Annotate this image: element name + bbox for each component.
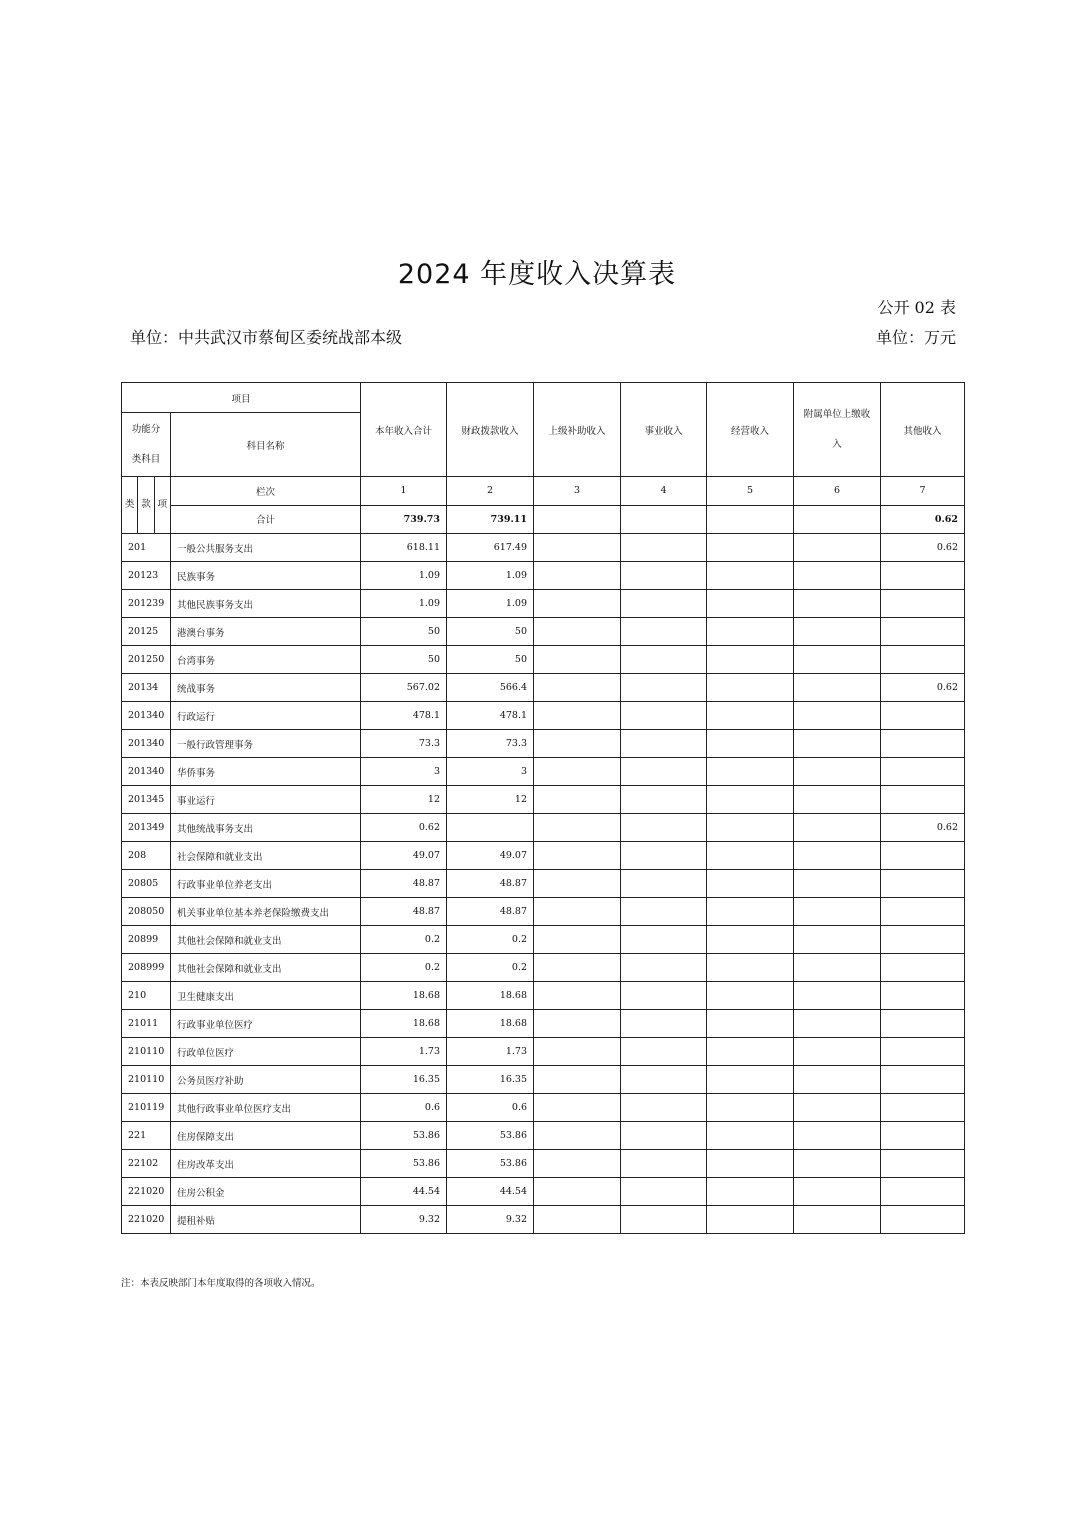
col-head-4: 事业收入 [621,383,707,477]
total-value [707,505,794,534]
row-value [621,646,707,674]
row-value: 0.62 [361,814,447,842]
currency-unit: 万元 [923,328,956,347]
row-value [534,730,621,758]
row-value [707,534,794,562]
row-value [534,1178,621,1206]
row-value [881,898,965,926]
row-value: 617.49 [447,534,534,562]
row-value: 478.1 [447,702,534,730]
sub-lei: 类 [124,499,135,510]
row-subject-name: 统战事务 [171,674,361,702]
row-value [621,786,707,814]
total-value [794,505,881,534]
row-subject-name: 行政事业单位养老支出 [171,870,361,898]
table-row [122,954,965,982]
row-value: 73.3 [447,730,534,758]
row-value [707,786,794,814]
row-code: 20805 [122,870,171,898]
row-subject-name: 提租补贴 [171,1206,361,1234]
row-value: 44.54 [447,1178,534,1206]
row-value: 48.87 [361,870,447,898]
row-value [794,590,881,618]
row-value [621,1206,707,1234]
row-value: 0.6 [361,1094,447,1122]
table-row [122,1178,965,1206]
table-row [122,786,965,814]
row-value: 16.35 [361,1066,447,1094]
row-value [794,1178,881,1206]
row-value [881,842,965,870]
row-code: 221 [122,1122,171,1150]
table-row [122,926,965,954]
row-value: 0.6 [447,1094,534,1122]
row-value [621,1038,707,1066]
row-code: 208999 [122,954,171,982]
row-value [794,702,881,730]
table-row [122,1094,965,1122]
table-row [122,534,965,562]
row-value [621,982,707,1010]
row-subject-name: 其他统战事务支出 [171,814,361,842]
row-value: 50 [361,618,447,646]
row-value: 567.02 [361,674,447,702]
row-code: 201250 [122,646,171,674]
total-value: 739.11 [447,505,534,534]
row-value [621,674,707,702]
row-value: 618.11 [361,534,447,562]
row-value [881,730,965,758]
row-value [794,1066,881,1094]
income-table [121,382,965,1234]
row-value [707,758,794,786]
row-value [881,954,965,982]
col-num: 2 [447,477,534,506]
row-value [794,646,881,674]
row-value [707,842,794,870]
row-value: 1.73 [361,1038,447,1066]
row-value [534,674,621,702]
row-value [621,618,707,646]
row-code: 221020 [122,1206,171,1234]
row-value: 0.2 [361,954,447,982]
row-value [707,898,794,926]
row-value [534,926,621,954]
row-value: 50 [447,618,534,646]
row-value [794,842,881,870]
row-value [707,618,794,646]
row-code: 201345 [122,786,171,814]
row-value [621,1066,707,1094]
row-code: 221020 [122,1178,171,1206]
table-row [122,674,965,702]
row-value [621,926,707,954]
row-code: 208050 [122,898,171,926]
header-sub-class [122,477,171,534]
col-seq-label: 栏次 [171,477,361,506]
row-value [621,814,707,842]
row-value [881,618,965,646]
row-value [707,982,794,1010]
row-value [534,1094,621,1122]
row-subject-name: 一般公共服务支出 [171,534,361,562]
row-subject-name: 社会保障和就业支出 [171,842,361,870]
row-value [707,1010,794,1038]
row-subject-name: 台湾事务 [171,646,361,674]
row-value [534,590,621,618]
col-num: 7 [881,477,965,506]
row-value [794,1094,881,1122]
table-row [122,562,965,590]
total-label: 合计 [171,505,361,534]
row-value [794,674,881,702]
row-code: 210 [122,982,171,1010]
row-value [881,786,965,814]
row-value [534,870,621,898]
row-value [794,730,881,758]
row-value: 1.09 [361,562,447,590]
row-value [794,534,881,562]
row-value [621,842,707,870]
row-value [621,590,707,618]
row-value [621,1094,707,1122]
row-value [707,814,794,842]
row-value: 48.87 [447,898,534,926]
row-value [881,646,965,674]
row-value [707,702,794,730]
table-row [122,1122,965,1150]
row-subject-name: 行政运行 [171,702,361,730]
header-subject-name: 科目名称 [171,413,361,477]
row-value: 0.2 [447,926,534,954]
row-subject-name: 其他民族事务支出 [171,590,361,618]
row-value [794,1010,881,1038]
table-row [122,730,965,758]
row-subject-name: 卫生健康支出 [171,982,361,1010]
total-value: 739.73 [361,505,447,534]
row-value [794,954,881,982]
row-value [794,562,881,590]
row-value [794,1122,881,1150]
row-value [707,1038,794,1066]
row-value [881,1178,965,1206]
row-value: 566.4 [447,674,534,702]
row-value: 50 [361,646,447,674]
row-code: 20125 [122,618,171,646]
row-value [534,814,621,842]
sub-kuan: 款 [137,477,153,533]
page-title: 2024 年度收入决算表 [397,259,677,290]
row-value [534,1122,621,1150]
row-code: 201340 [122,758,171,786]
row-value [534,534,621,562]
row-subject-name: 住房保障支出 [171,1122,361,1150]
row-value [534,982,621,1010]
unit-label: 单位： [130,328,179,347]
row-value [881,926,965,954]
row-value [534,1066,621,1094]
row-value: 49.07 [447,842,534,870]
row-value: 0.2 [447,954,534,982]
row-value [534,1038,621,1066]
row-value [621,870,707,898]
row-subject-name: 其他社会保障和就业支出 [171,926,361,954]
row-value [707,590,794,618]
row-code: 210110 [122,1038,171,1066]
header-func-class: 功能分类科目 [122,413,171,477]
row-value: 0.2 [361,926,447,954]
row-value [707,870,794,898]
row-value [794,618,881,646]
row-value: 18.68 [361,982,447,1010]
header-item: 项目 [122,383,361,413]
row-code: 201 [122,534,171,562]
row-value [534,1150,621,1178]
row-value [621,562,707,590]
table-row [122,1066,965,1094]
row-value: 0.62 [881,534,965,562]
row-value [534,954,621,982]
row-code: 21011 [122,1010,171,1038]
row-value [881,1066,965,1094]
col-num: 1 [361,477,447,506]
table-row [122,1206,965,1234]
row-value: 53.86 [447,1122,534,1150]
row-value [881,1010,965,1038]
row-value: 73.3 [361,730,447,758]
row-value: 12 [447,786,534,814]
row-subject-name: 事业运行 [171,786,361,814]
col-num: 4 [621,477,707,506]
row-value: 53.86 [447,1150,534,1178]
row-value [881,1122,965,1150]
row-value [534,758,621,786]
row-value [881,702,965,730]
row-value: 9.32 [361,1206,447,1234]
row-subject-name: 华侨事务 [171,758,361,786]
row-value: 1.09 [447,590,534,618]
row-subject-name: 公务员医疗补助 [171,1066,361,1094]
row-value [707,1150,794,1178]
row-value [794,898,881,926]
row-value [707,562,794,590]
row-value [707,1206,794,1234]
total-value [621,505,707,534]
row-value [881,1094,965,1122]
row-value: 44.54 [361,1178,447,1206]
row-value [621,898,707,926]
row-value [621,730,707,758]
row-value [881,1150,965,1178]
row-value [707,926,794,954]
row-value: 53.86 [361,1122,447,1150]
row-value [621,954,707,982]
row-code: 201239 [122,590,171,618]
table-row [122,814,965,842]
row-value [621,1122,707,1150]
unit-info [130,325,402,348]
row-value [534,786,621,814]
row-value: 0.62 [881,674,965,702]
row-value [707,1178,794,1206]
currency-info [876,325,956,348]
row-value [534,842,621,870]
row-value [534,898,621,926]
col-head-3: 上级补助收入 [534,383,621,477]
row-subject-name: 其他社会保障和就业支出 [171,954,361,982]
table-row [122,870,965,898]
row-value [534,1206,621,1234]
row-value [794,1150,881,1178]
row-code: 201349 [122,814,171,842]
row-value [534,702,621,730]
row-value [794,1038,881,1066]
row-value [794,758,881,786]
row-value [707,646,794,674]
table-row [122,646,965,674]
row-value: 12 [361,786,447,814]
row-value: 1.73 [447,1038,534,1066]
row-value [621,1010,707,1038]
col-head-5: 经营收入 [707,383,794,477]
row-value: 53.86 [361,1150,447,1178]
row-code: 201340 [122,702,171,730]
row-value: 478.1 [361,702,447,730]
col-head-1: 本年收入合计 [361,383,447,477]
row-value [534,646,621,674]
row-value [794,814,881,842]
table-row [122,758,965,786]
row-code: 20899 [122,926,171,954]
row-code: 20123 [122,562,171,590]
row-value: 18.68 [447,1010,534,1038]
row-value: 1.09 [447,562,534,590]
row-value: 49.07 [361,842,447,870]
row-subject-name: 民族事务 [171,562,361,590]
col-num: 5 [707,477,794,506]
row-value: 18.68 [447,982,534,1010]
table-row [122,842,965,870]
sub-xiang: 项 [154,477,170,533]
col-head-7: 其他收入 [881,383,965,477]
form-code: 公开 02 表 [877,298,956,317]
row-subject-name: 行政单位医疗 [171,1038,361,1066]
row-value [621,534,707,562]
row-subject-name: 行政事业单位医疗 [171,1010,361,1038]
row-value [707,674,794,702]
row-value [794,982,881,1010]
row-value: 48.87 [447,870,534,898]
unit-name: 中共武汉市蔡甸区委统战部本级 [178,328,403,347]
row-value [881,870,965,898]
row-value [621,702,707,730]
row-value [881,590,965,618]
row-value [707,1122,794,1150]
row-value [534,1010,621,1038]
row-value [534,618,621,646]
row-value: 16.35 [447,1066,534,1094]
row-value [707,954,794,982]
row-value [794,786,881,814]
row-subject-name: 机关事业单位基本养老保险缴费支出 [171,898,361,926]
row-code: 210110 [122,1066,171,1094]
row-value [707,1066,794,1094]
row-value [534,562,621,590]
table-row [122,590,965,618]
table-row [122,618,965,646]
row-value: 3 [447,758,534,786]
row-value [707,1094,794,1122]
row-value [881,1206,965,1234]
table-row [122,1010,965,1038]
row-code: 210119 [122,1094,171,1122]
col-num: 3 [534,477,621,506]
row-value: 18.68 [361,1010,447,1038]
row-value [794,870,881,898]
row-value [707,730,794,758]
row-value [881,982,965,1010]
table-row [122,982,965,1010]
total-value [534,505,621,534]
row-value [621,758,707,786]
row-value: 50 [447,646,534,674]
row-subject-name: 住房公积金 [171,1178,361,1206]
table-row [122,1150,965,1178]
row-value [447,814,534,842]
row-code: 208 [122,842,171,870]
row-subject-name: 一般行政管理事务 [171,730,361,758]
row-value [881,758,965,786]
row-value [794,1206,881,1234]
row-value: 0.62 [881,814,965,842]
row-code: 201340 [122,730,171,758]
row-value: 1.09 [361,590,447,618]
row-value: 48.87 [361,898,447,926]
total-value: 0.62 [881,505,965,534]
row-value [794,926,881,954]
row-value [621,1150,707,1178]
row-subject-name: 其他行政事业单位医疗支出 [171,1094,361,1122]
row-subject-name: 港澳台事务 [171,618,361,646]
col-head-6: 附属单位上缴收入 [794,383,881,477]
col-head-2: 财政拨款收入 [447,383,534,477]
table-row [122,1038,965,1066]
table-row [122,702,965,730]
row-code: 22102 [122,1150,171,1178]
row-value [621,1178,707,1206]
row-code: 20134 [122,674,171,702]
footnote: 注：本表反映部门本年度取得的各项收入情况。 [121,1278,321,1289]
col-num: 6 [794,477,881,506]
row-value: 3 [361,758,447,786]
row-subject-name: 住房改革支出 [171,1150,361,1178]
row-value: 9.32 [447,1206,534,1234]
row-value [881,562,965,590]
row-value [881,1038,965,1066]
currency-label: 单位： [875,328,924,347]
table-row [122,898,965,926]
